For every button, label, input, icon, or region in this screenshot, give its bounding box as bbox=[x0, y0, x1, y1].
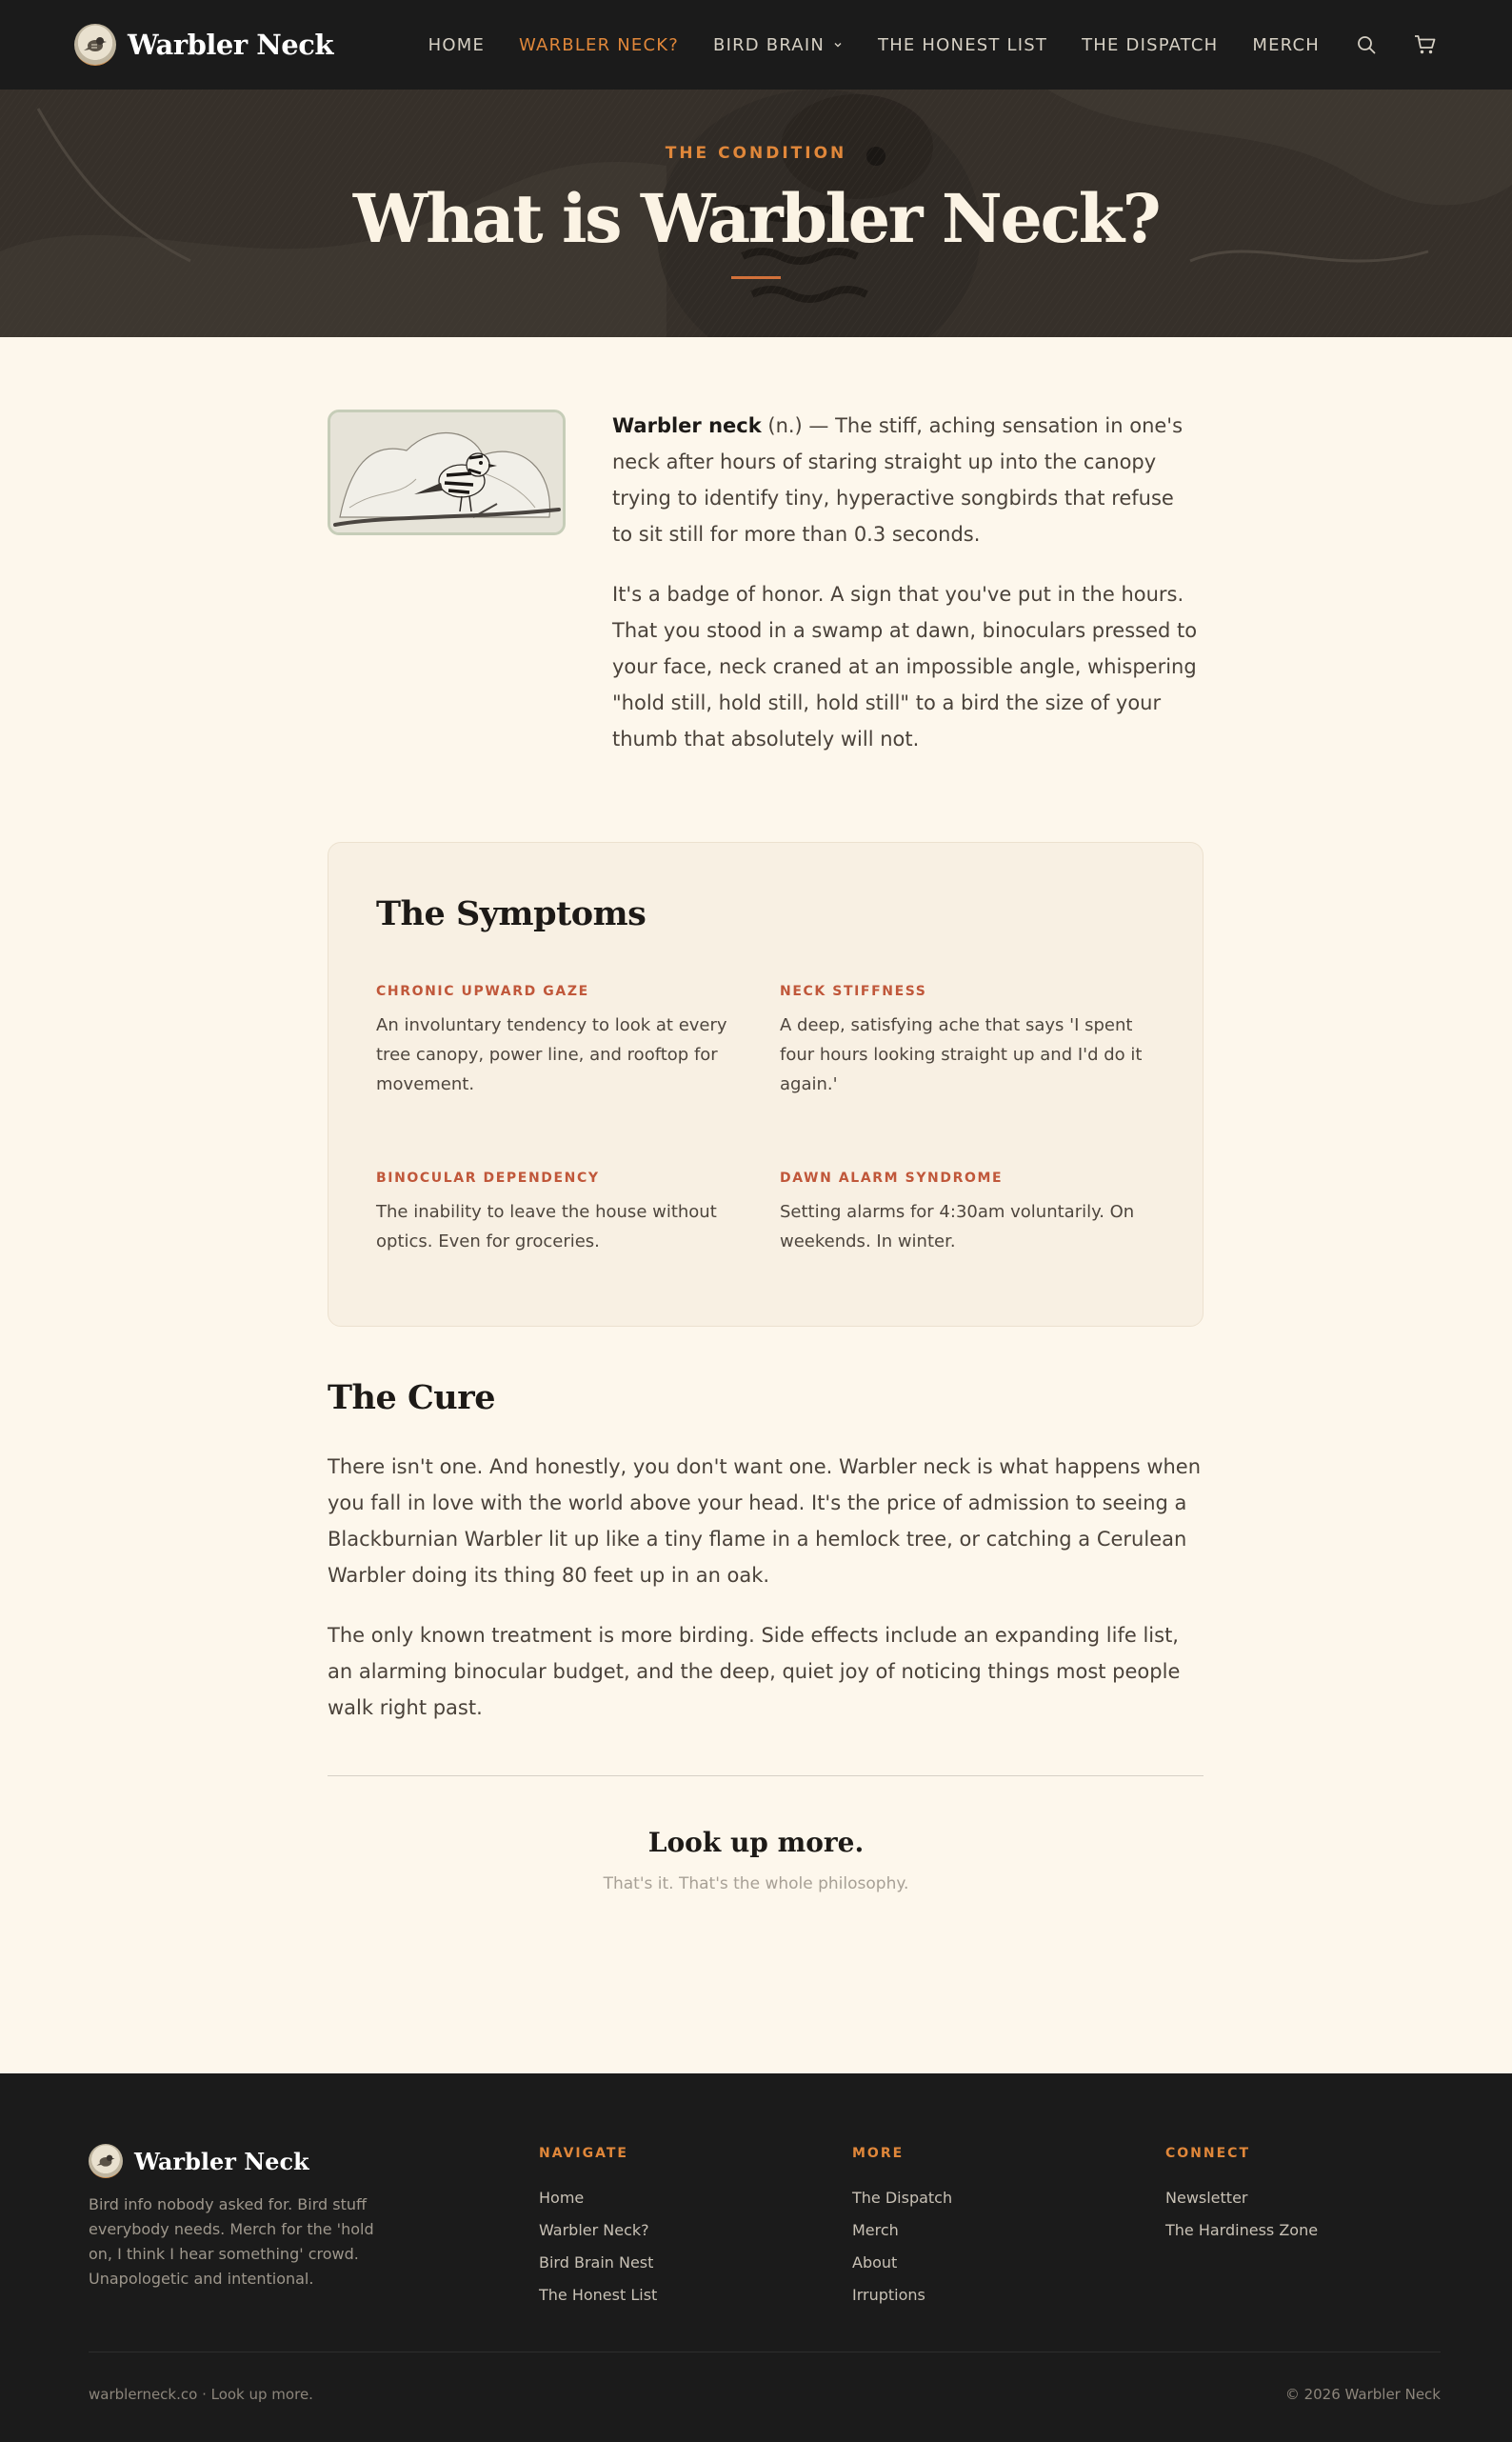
defined-term: Warbler neck bbox=[612, 414, 762, 437]
footer-column-connect bbox=[1165, 2146, 1318, 2247]
cure-title: The Cure bbox=[328, 1378, 495, 1417]
footer-link-merch[interactable]: Merch bbox=[852, 2221, 899, 2239]
search-icon[interactable] bbox=[1354, 32, 1379, 57]
hero-divider bbox=[731, 276, 781, 279]
footer-link-honest-list[interactable]: The Honest List bbox=[539, 2286, 658, 2304]
footer-link-about[interactable]: About bbox=[852, 2253, 898, 2272]
footer-tagline: Bird info nobody asked for. Bird stuff everybody needs. Merch for the 'hold on, I think I hear something' crowd. Unapologetic and intentional. bbox=[89, 2195, 374, 2288]
symptom-item bbox=[780, 1171, 1161, 1256]
symptom-heading: CHRONIC UPWARD GAZE bbox=[376, 984, 589, 999]
symptoms-title: The Symptoms bbox=[376, 894, 647, 933]
footer-link-list bbox=[1165, 2182, 1318, 2247]
footer-brand-name: Warbler Neck bbox=[134, 2147, 309, 2175]
symptom-heading: NECK STIFFNESS bbox=[780, 984, 927, 999]
site-header bbox=[0, 0, 1512, 90]
nav-link-bird-brain[interactable] bbox=[713, 35, 844, 55]
brand-logo-link[interactable] bbox=[74, 24, 333, 66]
symptom-heading: DAWN ALARM SYNDROME bbox=[780, 1171, 1004, 1186]
warbler-logo-icon bbox=[74, 24, 116, 66]
cure-paragraph-2: The only known treatment is more birding. Side effects include an expanding life list, an alarming binocular budget, and the deep, quiet joy of noticing things most people walk right past. bbox=[328, 1624, 1181, 1719]
footer-site-credit: warblerneck.co · Look up more. bbox=[89, 2386, 313, 2403]
intro-paragraph-2: It's a badge of honor. A sign that you've put in the hours. That you stood in a swamp at dawn, binoculars pressed to your face, neck craned at an impossible angle, whispering "hold still, hold still, hold still" to a bird the size of your thumb that absolutely will not. bbox=[612, 583, 1198, 751]
nav-link-merch[interactable]: MERCH bbox=[1252, 34, 1320, 55]
footer-column-more bbox=[852, 2146, 952, 2312]
closing-headline: Look up more. bbox=[647, 1827, 865, 1858]
footer-copyright: © 2026 Warbler Neck bbox=[1284, 2386, 1441, 2403]
footer-column-navigate bbox=[539, 2146, 657, 2312]
footer-link-list bbox=[852, 2182, 952, 2312]
definition-text: (n.) — The stiff, aching sensation in one's neck after hours of staring straight up into the canopy trying to identify tiny, hyperactive songbirds that refuse to sit still for more than 0.3 seconds. bbox=[612, 414, 1184, 546]
nav-link-bird-brain-label: BIRD BRAIN bbox=[713, 34, 825, 55]
footer-link-irruptions[interactable]: Irruptions bbox=[852, 2286, 925, 2304]
footer-link-warbler-neck[interactable]: Warbler Neck? bbox=[539, 2221, 649, 2239]
footer-link-home[interactable]: Home bbox=[539, 2189, 585, 2207]
nav-link-warbler-neck[interactable]: WARBLER NECK? bbox=[519, 34, 680, 55]
footer-link-hardiness-zone[interactable]: The Hardiness Zone bbox=[1165, 2221, 1319, 2239]
cart-icon[interactable] bbox=[1413, 32, 1438, 57]
symptom-item bbox=[376, 1171, 757, 1256]
site-footer bbox=[0, 2073, 1512, 2442]
symptom-description: Setting alarms for 4:30am voluntarily. On weekends. In winter. bbox=[780, 1202, 1135, 1251]
intro-definition bbox=[612, 408, 1198, 757]
symptom-item bbox=[376, 984, 757, 1099]
cure-body bbox=[328, 1449, 1204, 1726]
footer-column-title: NAVIGATE bbox=[539, 2146, 628, 2161]
symptom-description: An involuntary tendency to look at every tree canopy, power line, and rooftop for movement. bbox=[376, 1015, 727, 1094]
nav-link-dispatch[interactable]: THE DISPATCH bbox=[1082, 34, 1219, 55]
symptom-item bbox=[780, 984, 1161, 1099]
symptom-heading: BINOCULAR DEPENDENCY bbox=[376, 1171, 600, 1186]
hero-content bbox=[0, 90, 1512, 279]
footer-link-newsletter[interactable]: Newsletter bbox=[1165, 2189, 1248, 2207]
hero-banner bbox=[0, 90, 1512, 337]
main-nav bbox=[428, 32, 1438, 57]
footer-link-list bbox=[539, 2182, 657, 2312]
symptom-description: A deep, satisfying ache that says 'I spent four hours looking straight up and I'd do it again.' bbox=[780, 1015, 1143, 1094]
brand-name: Warbler Neck bbox=[128, 29, 333, 61]
footer-column-title: MORE bbox=[852, 2146, 905, 2161]
page-title: What is Warbler Neck? bbox=[352, 179, 1160, 258]
footer-link-bird-brain-nest[interactable]: Bird Brain Nest bbox=[539, 2253, 654, 2272]
footer-brand-link[interactable] bbox=[89, 2144, 309, 2178]
definition-paragraph bbox=[612, 408, 1198, 552]
footer-link-dispatch[interactable]: The Dispatch bbox=[852, 2189, 953, 2207]
symptoms-card bbox=[328, 842, 1204, 1327]
section-divider bbox=[328, 1775, 1204, 1776]
hero-eyebrow: THE CONDITION bbox=[665, 144, 847, 163]
symptom-description: The inability to leave the house without optics. Even for groceries. bbox=[376, 1202, 717, 1251]
footer-column-title: CONNECT bbox=[1165, 2146, 1250, 2161]
chevron-down-icon bbox=[832, 39, 844, 50]
closing-subline: That's it. That's the whole philosophy. bbox=[603, 1874, 909, 1893]
nav-link-home[interactable]: HOME bbox=[428, 34, 486, 55]
warbler-illustration bbox=[328, 410, 566, 535]
cure-paragraph-1: There isn't one. And honestly, you don't want one. Warbler neck is what happens when you fall in love with the world above your head. It's the price of admission to seeing a Blackburnian Warbler lit up like a tiny flame in a hemlock tree, or catching a Cerulean Warbler doing its thing 80 feet up in an oak. bbox=[328, 1455, 1202, 1587]
nav-link-honest-list[interactable]: THE HONEST LIST bbox=[878, 34, 1048, 55]
warbler-logo-icon bbox=[89, 2144, 123, 2178]
